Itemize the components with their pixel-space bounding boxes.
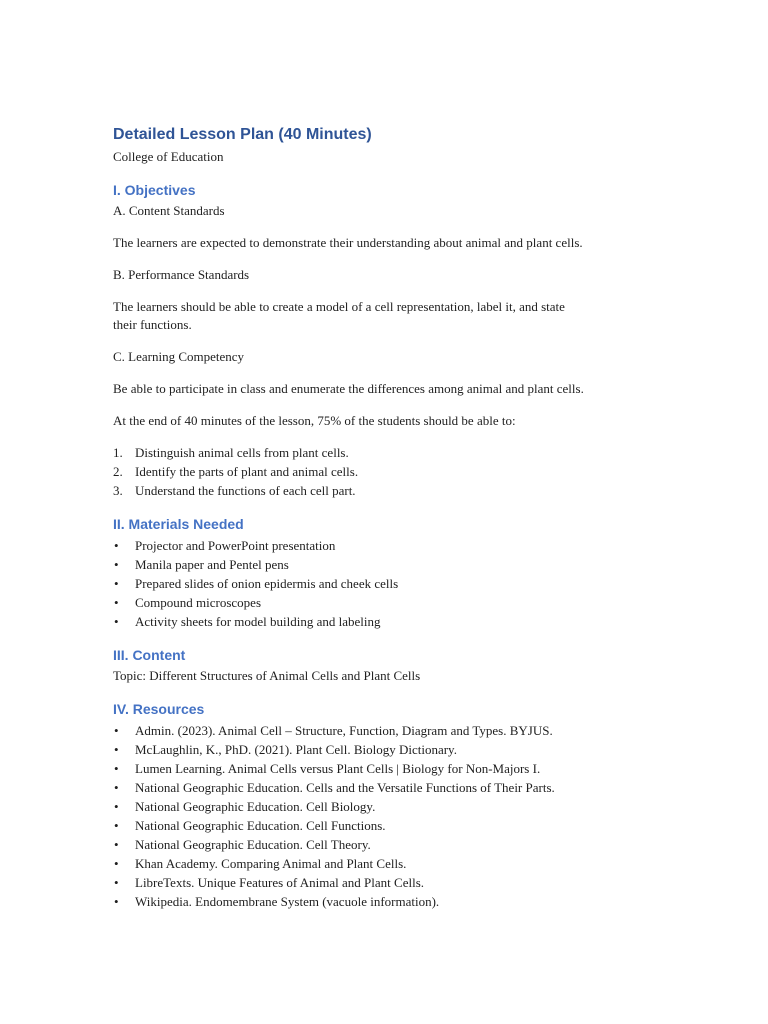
end-of-lesson-text: At the end of 40 minutes of the lesson, 75% of the students should be able to: — [113, 413, 516, 428]
list-item: • Admin. (2023). Animal Cell – Structure, Function, Diagram and Types. BYJUS. — [114, 723, 553, 738]
performance-standards-label: B. Performance Standards — [113, 267, 250, 282]
list-item: • Activity sheets for model building and labeling — [114, 614, 381, 629]
bullet-icon: • — [114, 723, 119, 738]
list-item: • Lumen Learning. Animal Cells versus Plant Cells | Biology for Non-Majors I. — [114, 761, 541, 776]
section-heading-content: III. Content — [113, 647, 186, 663]
list-item: • McLaughlin, K., PhD. (2021). Plant Cell. Biology Dictionary. — [114, 742, 457, 757]
bullet-icon: • — [114, 595, 119, 610]
section-heading-objectives: I. Objectives — [113, 182, 196, 198]
content-topic: Topic: Different Structures of Animal Cells and Plant Cells — [113, 668, 421, 683]
goals-list — [113, 443, 673, 500]
bullet-icon: • — [114, 761, 119, 776]
resources-list — [113, 721, 673, 911]
list-item: • National Geographic Education. Cells and the Versatile Functions of Their Parts. — [114, 780, 555, 795]
document-title: Detailed Lesson Plan (40 Minutes) — [113, 126, 372, 143]
list-item: • Prepared slides of onion epidermis and cheek cells — [114, 576, 399, 591]
content-standards-label: A. Content Standards — [113, 203, 225, 218]
list-item: • Compound microscopes — [114, 595, 262, 610]
performance-standards-text — [113, 298, 673, 334]
list-item: • Wikipedia. Endomembrane System (vacuole information). — [114, 894, 440, 909]
bullet-icon: • — [114, 818, 119, 833]
section-heading-materials: II. Materials Needed — [113, 516, 244, 532]
bullet-icon: • — [114, 894, 119, 909]
list-item: • National Geographic Education. Cell Biology. — [114, 799, 376, 814]
list-item: • Manila paper and Pentel pens — [114, 557, 289, 572]
list-item: • National Geographic Education. Cell Theory. — [114, 837, 371, 852]
document-page — [113, 124, 673, 911]
section-heading-resources: IV. Resources — [113, 701, 205, 717]
list-item: • Khan Academy. Comparing Animal and Plant Cells. — [114, 856, 407, 871]
document-subtitle: College of Education — [113, 149, 224, 164]
bullet-icon: • — [114, 780, 119, 795]
list-item: • LibreTexts. Unique Features of Animal and Plant Cells. — [114, 875, 425, 890]
performance-standards-line-2: their functions. — [113, 317, 192, 332]
content-standards-text: The learners are expected to demonstrate their understanding about animal and plant cells. — [113, 235, 583, 250]
bullet-icon: • — [114, 557, 119, 572]
list-item: 2. Identify the parts of plant and animal cells. — [113, 464, 359, 479]
bullet-icon: • — [114, 837, 119, 852]
bullet-icon: • — [114, 856, 119, 871]
bullet-icon: • — [114, 614, 119, 629]
bullet-icon: • — [114, 742, 119, 757]
performance-standards-line-1: The learners should be able to create a model of a cell representation, label it, and state — [113, 299, 565, 314]
list-item: 3. Understand the functions of each cell part. — [113, 483, 356, 498]
list-item: 1. Distinguish animal cells from plant cells. — [113, 445, 349, 460]
bullet-icon: • — [114, 576, 119, 591]
learning-competency-text: Be able to participate in class and enumerate the differences among animal and plant cells. — [113, 381, 584, 396]
list-item: • National Geographic Education. Cell Functions. — [114, 818, 386, 833]
bullet-icon: • — [114, 875, 119, 890]
learning-competency-label: C. Learning Competency — [113, 349, 245, 364]
bullet-icon: • — [114, 538, 119, 553]
list-item: • Projector and PowerPoint presentation — [114, 538, 336, 553]
materials-list — [113, 536, 673, 631]
bullet-icon: • — [114, 799, 119, 814]
